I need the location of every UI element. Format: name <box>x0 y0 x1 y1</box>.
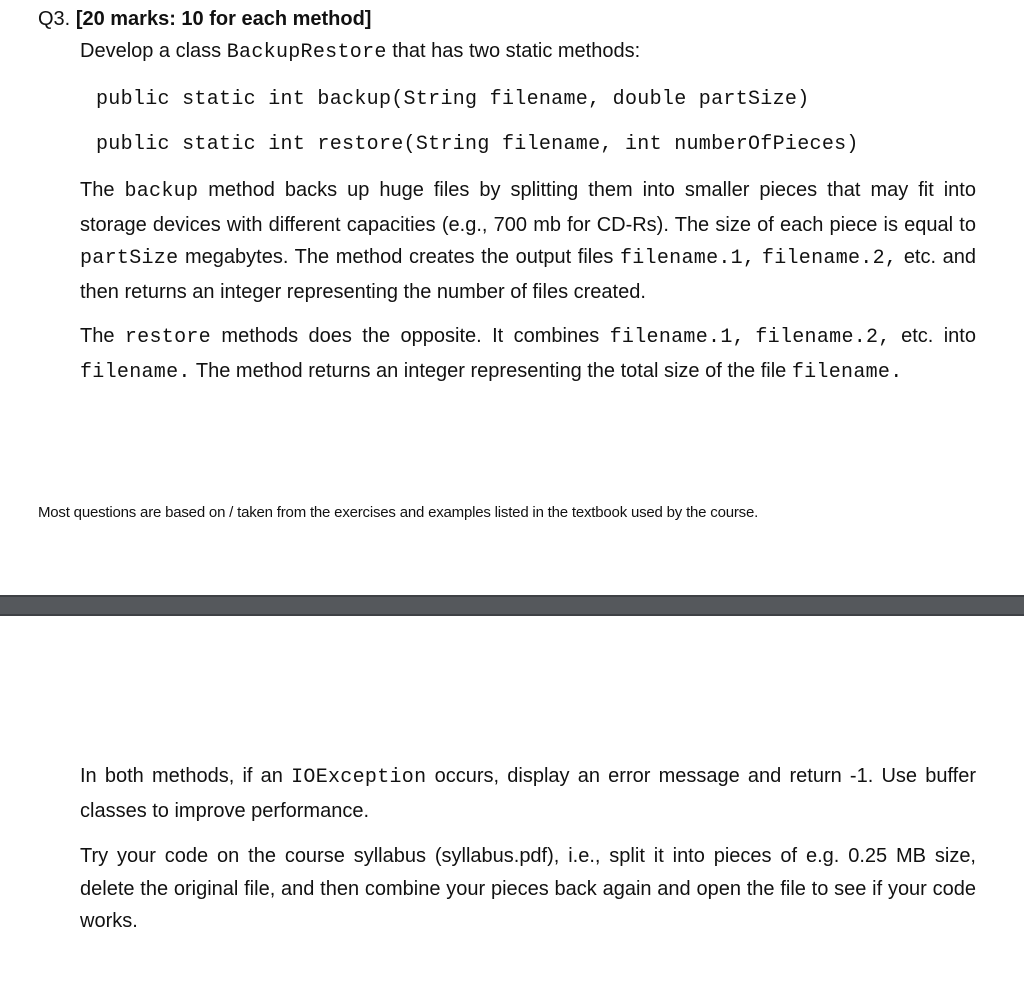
restore-description <box>80 320 976 389</box>
class-name: BackupRestore <box>226 41 387 64</box>
text-fragment <box>755 246 762 268</box>
text-fragment <box>745 325 755 347</box>
text-fragment: The <box>80 179 125 201</box>
question-heading <box>38 8 371 31</box>
restore-signature: public static int restore(String filename, int numberOfPieces) <box>96 133 859 156</box>
testing-instructions <box>80 840 976 938</box>
text-fragment: In both methods, if an <box>80 765 292 787</box>
code-fragment: backup <box>124 180 199 203</box>
text-fragment: The method returns an integer representing the total size of the file <box>190 359 792 382</box>
code-fragment: filename. <box>80 360 191 384</box>
text-fragment: The <box>80 325 125 347</box>
code-fragment: restore <box>124 326 211 349</box>
question-number: Q3. <box>38 8 71 30</box>
text-fragment: megabytes. The method creates the output files <box>178 246 620 268</box>
text-fragment: occurs, display an error message and return -1. Use buffer classes to improve performance. <box>80 765 976 822</box>
text-fragment: method backs up huge files by splitting them into smaller pieces that may fit into storage devices with different capacities (e.g., 700 mb for CD-Rs). The size of each piece is equal to <box>80 179 976 236</box>
page-divider <box>0 595 1024 616</box>
text-fragment: methods does the opposite. It combines <box>211 325 610 347</box>
code-fragment: IOException <box>291 766 427 789</box>
text-fragment: etc. and then returns an integer representing the number of files created. <box>80 246 977 303</box>
source-note: Most questions are based on / taken from the exercises and examples listed in the textbook used by the course. <box>38 504 759 521</box>
text-fragment: Try your code on the course syllabus (syllabus.pdf), i.e., split it into pieces of e.g. 0.25 MB size, delete the original file, and then combine your pieces back again and open the file to see if your code works. <box>80 845 976 932</box>
code-fragment: filename.2, <box>761 247 898 270</box>
question-intro <box>80 40 640 64</box>
question-marks: [20 marks: 10 for each method] <box>75 8 372 30</box>
backup-description <box>80 174 976 308</box>
code-fragment: filename.1, <box>619 247 756 270</box>
intro-prefix: Develop a class <box>80 40 227 62</box>
backup-signature: public static int backup(String filename, double partSize) <box>96 88 810 111</box>
ioexception-instructions <box>80 760 976 827</box>
intro-suffix: that has two static methods: <box>386 40 641 62</box>
code-fragment: filename.2, <box>755 326 891 349</box>
code-fragment: filename.1, <box>609 326 745 349</box>
code-fragment: filename. <box>791 360 903 384</box>
text-fragment: etc. into <box>890 325 976 347</box>
code-fragment: partSize <box>80 247 179 270</box>
